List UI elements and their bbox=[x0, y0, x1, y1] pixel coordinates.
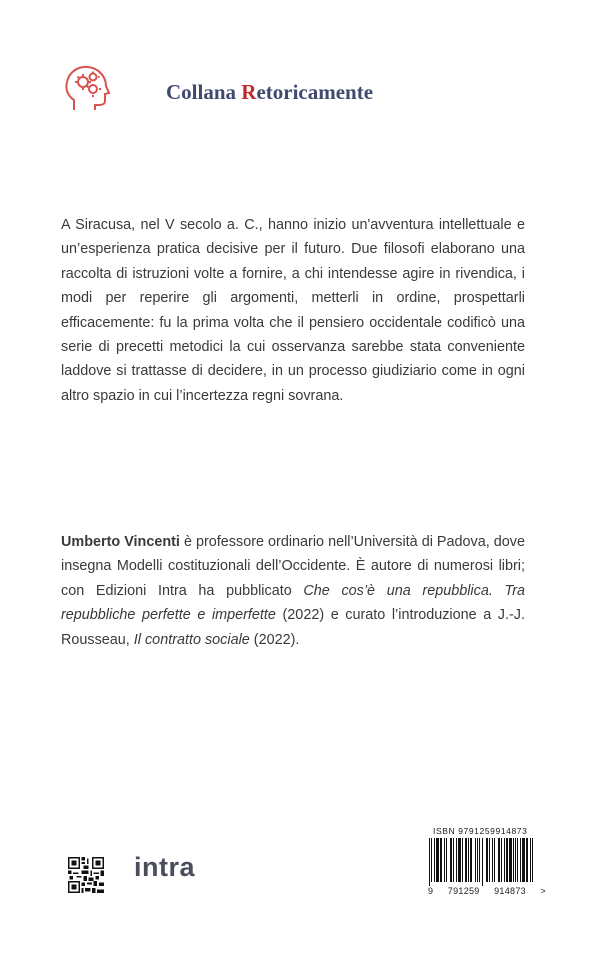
barcode-bar bbox=[450, 838, 452, 882]
barcode-bar bbox=[504, 838, 505, 882]
barcode-bar bbox=[440, 838, 442, 882]
isbn-label: ISBN 9791259914873 bbox=[433, 826, 528, 836]
bio-book-title-1: Che cos’è una repubblica. Tra repubbliche perfette e imperfette bbox=[61, 582, 526, 624]
barcode-bar bbox=[444, 838, 445, 882]
barcode-bar bbox=[462, 838, 463, 882]
barcode-digit-group-3: 914873 bbox=[494, 886, 526, 896]
barcode-bar bbox=[446, 838, 447, 882]
barcode-bar bbox=[506, 838, 508, 882]
barcode-bar bbox=[458, 838, 461, 882]
barcode-bar bbox=[431, 838, 432, 882]
barcode-bar bbox=[477, 838, 478, 882]
barcode-bar bbox=[456, 838, 457, 882]
bio-text-2: (2022) e curato l’introduzione a J.-J. Rousseau, bbox=[61, 607, 525, 648]
barcode-bar bbox=[492, 838, 493, 882]
barcode-bar bbox=[513, 838, 514, 882]
barcode-digit-group-2: 791259 bbox=[447, 886, 480, 896]
barcode-bar bbox=[498, 838, 500, 882]
barcode-bar bbox=[486, 838, 488, 882]
series-title-rest: etoricamente bbox=[256, 80, 374, 104]
bio-book-title-2: Il contratto sociale bbox=[133, 631, 250, 648]
barcode-digit-group-1: 9 bbox=[428, 886, 434, 896]
barcode-digits bbox=[428, 886, 546, 896]
barcode-bar bbox=[501, 838, 502, 882]
author-name: Umberto Vincenti bbox=[61, 534, 180, 550]
qr-code-icon bbox=[68, 857, 104, 893]
barcode-bar bbox=[429, 838, 430, 886]
barcode-bar bbox=[475, 838, 476, 882]
book-blurb: A Siracusa, nel V secolo a. C., hanno inizio un'avventura intellettuale e un’esperienza pratica decisive per il futuro. Due filosofi elaborano una raccolta di istruzioni volte a fornire, a chi intendesse agire in rivendica, i modi per reperire gli argomenti, metterli in ordine, prospettarli efficacemente: fu la prima volta che il pensiero occidentale codificò una serie di precetti metodici la cui osservanza sarebbe stata conveniente laddove si trattasse di decidere, in un processo giudiziario come in ogni altro spazio in cui l’incertezza regni sovrana. bbox=[61, 217, 525, 404]
barcode-digit-group-4: > bbox=[540, 886, 546, 896]
author-bio bbox=[61, 530, 525, 652]
series-header bbox=[60, 62, 114, 116]
barcode-bar bbox=[532, 838, 533, 882]
series-title-accent: R bbox=[241, 80, 257, 104]
bio-text-3: (2022). bbox=[249, 631, 300, 648]
barcode-bar bbox=[494, 838, 495, 882]
isbn-barcode bbox=[428, 838, 538, 886]
barcode-bar bbox=[479, 838, 480, 882]
barcode-bar bbox=[470, 838, 472, 882]
barcode-bar bbox=[468, 838, 469, 882]
barcode-bar bbox=[530, 838, 531, 882]
series-title bbox=[166, 80, 373, 105]
barcode-bar bbox=[526, 838, 528, 882]
barcode-bar bbox=[509, 838, 512, 882]
barcode-bar bbox=[520, 838, 521, 882]
barcode-bar bbox=[482, 838, 483, 886]
barcode-bar bbox=[465, 838, 467, 882]
barcode-bar bbox=[434, 838, 435, 882]
barcode-bar bbox=[436, 838, 439, 882]
barcode-bar bbox=[453, 838, 454, 882]
bio-text-1: è professore ordinario nell’Università di Padova, dove insegna Modelli costituzionali dell’Occidente. È autore di numerosi libri; con Edizioni Intra ha pubblicato bbox=[61, 534, 525, 599]
publisher-logo: intra bbox=[134, 852, 196, 882]
barcode-bar bbox=[515, 838, 516, 882]
barcode-bar bbox=[489, 838, 490, 882]
head-gears-icon bbox=[60, 62, 114, 116]
series-title-prefix: Collana bbox=[166, 80, 242, 104]
barcode-bar bbox=[517, 838, 518, 882]
barcode-bar bbox=[522, 838, 525, 882]
